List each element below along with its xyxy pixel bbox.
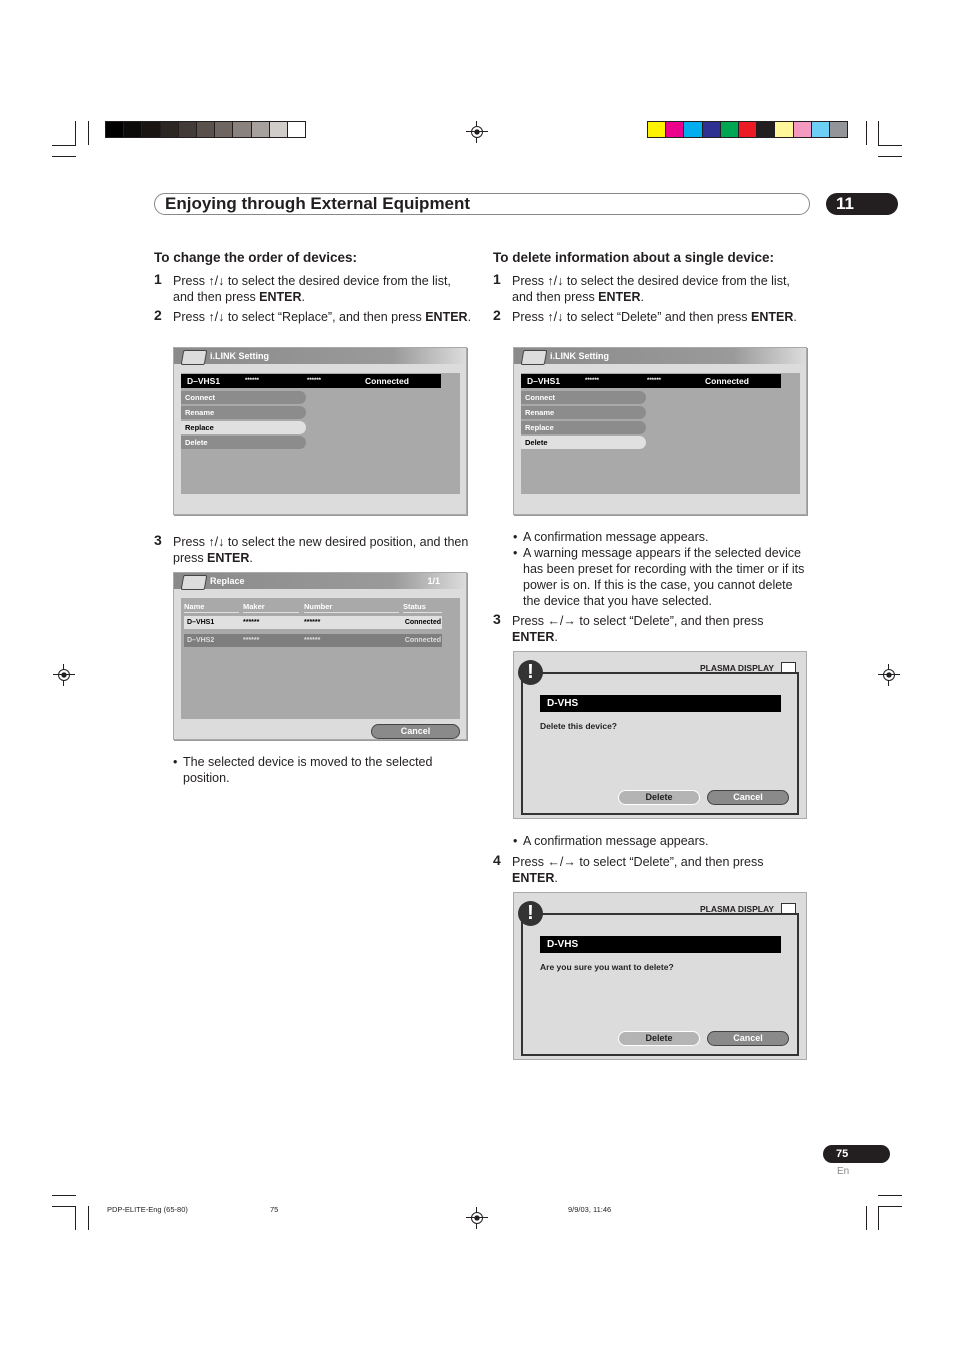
crop-mark [75,1206,76,1230]
menu-rename[interactable]: Rename [521,406,646,419]
crop-mark [52,156,76,157]
brand-label: PLASMA DISPLAY [700,904,774,914]
table-row[interactable]: D–VHS1 ****** ****** Connected [184,616,442,629]
menu-replace[interactable]: Replace [181,421,306,434]
warning-icon: ! [518,660,543,685]
cancel-button[interactable]: Cancel [371,724,460,739]
gray-calibration-bar [105,121,306,138]
crop-mark [866,121,867,145]
delete-final-dialog [513,892,807,1060]
crop-mark [878,121,879,145]
delete-button[interactable]: Delete [618,1031,700,1046]
right-bullet-3: • A confirmation message appears. [513,833,813,849]
color-swatch [252,122,270,137]
dialog-message: Delete this device? [540,721,618,731]
crop-mark [75,121,76,145]
color-swatch [830,122,847,137]
screen-title: i.LINK Setting [514,348,806,364]
ilink-setting-screen [173,347,467,515]
color-swatch [233,122,251,137]
right-step-1: 1 Press ↑/↓ to select the desired device from the list, and then press ENTER. [493,271,790,304]
left-step-3: 3 Press ↑/↓ to select the new desired position, and then press ENTER. [154,532,469,565]
right-step-3: 3 Press ←/→ to select “Delete”, and then press ENTER. [493,611,764,644]
right-bullet-1: • A confirmation message appears. [513,529,813,545]
menu-replace[interactable]: Replace [521,421,646,434]
color-swatch [215,122,233,137]
color-swatch [142,122,160,137]
color-swatch [703,122,721,137]
footer-page: 75 [270,1205,279,1214]
device-row[interactable]: D–VHS1 ****** ****** Connected [521,374,781,388]
monitor-icon [781,662,796,673]
ilink-setting-screen-delete [513,347,807,515]
color-swatch [270,122,288,137]
right-step-2: 2 Press ↑/↓ to select “Delete” and then press ENTER. [493,307,797,324]
color-calibration-bar [647,121,848,138]
monitor-icon [781,903,796,914]
left-step-2: 2 Press ↑/↓ to select “Replace”, and then press ENTER. [154,307,472,324]
left-bullet: • The selected device is moved to the selected position. [173,754,463,786]
registration-mark-icon [466,121,488,143]
color-swatch [288,122,305,137]
color-swatch [757,122,775,137]
device-name: D-VHS [540,695,781,712]
color-swatch [106,122,124,137]
registration-mark-icon [53,664,75,686]
crop-mark [52,145,76,146]
cancel-button[interactable]: Cancel [707,790,789,805]
page-number: 75 [823,1145,890,1163]
menu-rename[interactable]: Rename [181,406,306,419]
language-label: En [837,1166,850,1177]
delete-button[interactable]: Delete [618,790,700,805]
color-swatch [161,122,179,137]
crop-mark [52,1206,76,1207]
footer-file: PDP-ELITE-Eng (65-80) [107,1205,188,1214]
registration-mark-icon [878,664,900,686]
color-swatch [648,122,666,137]
right-bullet-2: • A warning message appears if the selected device has been preset for recording with the timer or if its power is on. If this is the case, you cannot delete the device that you have selected. [513,545,811,609]
cancel-button[interactable]: Cancel [707,1031,789,1046]
color-swatch [775,122,793,137]
ilink-logo-icon [181,575,208,590]
dialog-message: Are you sure you want to delete? [540,962,674,972]
color-swatch [812,122,830,137]
delete-confirm-dialog [513,651,807,819]
crop-mark [878,1206,902,1207]
menu-delete[interactable]: Delete [521,436,646,449]
left-step-1: 1 Press ↑/↓ to select the desired device from the list, and then press ENTER. [154,271,451,304]
crop-mark [88,1206,89,1230]
section-title: Enjoying through External Equipment [154,193,810,215]
device-row[interactable]: D–VHS1 ****** ****** Connected [181,374,441,388]
chapter-badge: 11 [826,193,898,215]
brand-label: PLASMA DISPLAY [700,663,774,673]
color-swatch [721,122,739,137]
right-heading: To delete information about a single device: [493,250,775,265]
column-header: Maker [243,602,299,613]
crop-mark [866,1206,867,1230]
column-header: Number [304,602,399,613]
crop-mark [88,121,89,145]
color-swatch [179,122,197,137]
color-swatch [684,122,702,137]
left-heading: To change the order of devices: [154,250,358,265]
footer-date: 9/9/03, 11:46 [568,1205,612,1214]
replace-screen [173,572,467,740]
menu-delete[interactable]: Delete [181,436,306,449]
registration-mark-icon [466,1207,488,1229]
column-header: Status [403,602,442,613]
screen-title: Replace 1/1 [174,573,466,589]
warning-icon: ! [518,901,543,926]
crop-mark [878,145,902,146]
ilink-logo-icon [181,350,208,365]
color-swatch [197,122,215,137]
column-header: Name [184,602,239,613]
color-swatch [666,122,684,137]
screen-title: i.LINK Setting [174,348,466,364]
crop-mark [52,1195,76,1196]
color-swatch [739,122,757,137]
menu-connect[interactable]: Connect [521,391,646,404]
right-step-4: 4 Press ←/→ to select “Delete”, and then press ENTER. [493,852,764,885]
menu-connect[interactable]: Connect [181,391,306,404]
crop-mark [878,1206,879,1230]
ilink-logo-icon [521,350,548,365]
color-swatch [124,122,142,137]
color-swatch [794,122,812,137]
device-name: D-VHS [540,936,781,953]
table-row[interactable]: D–VHS2 ****** ****** Connected [184,634,442,647]
crop-mark [878,156,902,157]
crop-mark [878,1195,902,1196]
